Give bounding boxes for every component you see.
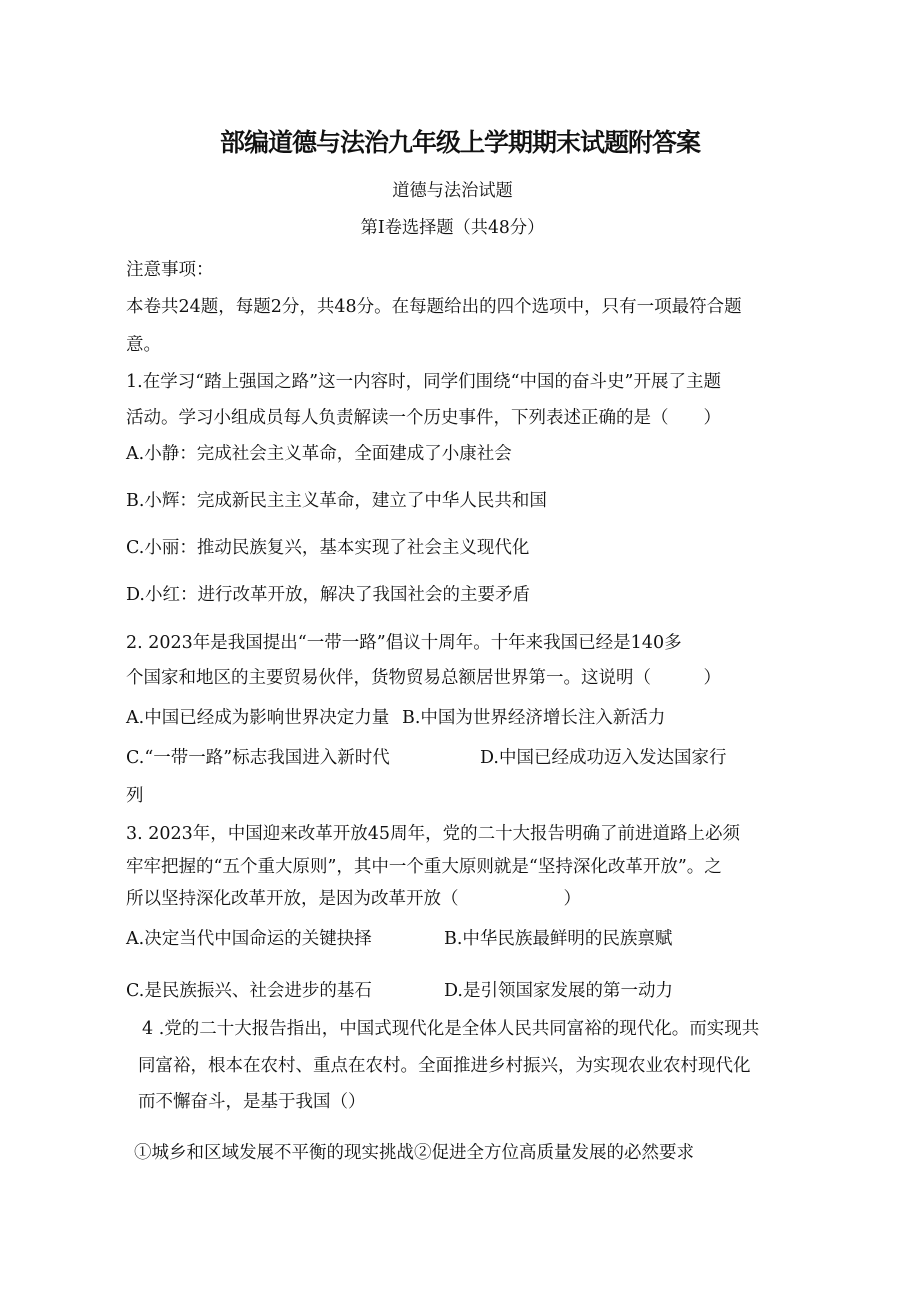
- notice-heading: 注意事项：: [126, 260, 214, 280]
- question-1-option-b: B.小辉：完成新民主主义革命，建立了中华人民共和国: [126, 491, 547, 511]
- question-4-text-continued-2: 而不懈奋斗，是基于我国（）: [138, 1092, 366, 1112]
- question-4-text-continued: 同富裕，根本在农村、重点在农村。全面推进乡村振兴，为实现农业农村现代化: [138, 1056, 751, 1076]
- question-4-text: 4 .党的二十大报告指出，中国式现代化是全体人民共同富裕的现代化。而实现共: [142, 1019, 760, 1039]
- question-3-text-continued-2: 所以坚持深化改革开放，是因为改革开放（ ）: [126, 889, 581, 909]
- question-1-option-c: C.小丽：推动民族复兴，基本实现了社会主义现代化: [126, 538, 530, 558]
- question-4-statements: ①城乡和区域发展不平衡的现实挑战②促进全方位高质量发展的必然要求: [134, 1143, 694, 1163]
- question-2-option-a: A.中国已经成为影响世界决定力量: [126, 708, 390, 728]
- question-1-option-d: D.小红：进行改革开放，解决了我国社会的主要矛盾: [126, 585, 530, 605]
- section-heading: 第Ⅰ卷选择题（共48分）: [360, 218, 545, 238]
- question-2-option-d-continued: 列: [126, 786, 144, 806]
- notice-text: 本卷共24题，每题2分，共48分。在每题给出的四个选项中，只有一项最符合题: [126, 297, 742, 317]
- question-3-text: 3. 2023年，中国迎来改革开放45周年，党的二十大报告明确了前进道路上必须: [126, 824, 741, 844]
- question-3-text-continued: 牢牢把握的“五个重大原则”，其中一个重大原则就是“坚持深化改革开放”。之: [126, 857, 722, 877]
- question-1-text: 1.在学习“踏上强国之路”这一内容时，同学们围绕“中国的奋斗史”开展了主题: [126, 372, 721, 392]
- question-3-option-d: D.是引领国家发展的第一动力: [444, 981, 673, 1001]
- question-1-option-a: A.小静：完成社会主义革命，全面建成了小康社会: [126, 444, 512, 464]
- question-2-option-b: B.中国为世界经济增长注入新活力: [402, 708, 666, 728]
- subtitle: 道德与法治试题: [392, 181, 513, 201]
- question-2-text: 2. 2023年是我国提出“一带一路”倡议十周年。十年来我国已经是140多: [126, 633, 682, 653]
- question-2-text-continued: 个国家和地区的主要贸易伙伴，货物贸易总额居世界第一。这说明（ ）: [126, 668, 721, 688]
- question-3-option-a: A.决定当代中国命运的关键抉择: [126, 929, 372, 949]
- question-1-text-continued: 活动。学习小组成员每人负责解读一个历史事件，下列表述正确的是（ ）: [126, 408, 721, 428]
- question-3-option-c: C.是民族振兴、社会进步的基石: [126, 981, 372, 1001]
- document-title: 部编道德与法治九年级上学期期末试题附答案: [219, 128, 700, 157]
- question-2-option-d: D.中国已经成功迈入发达国家行: [480, 748, 727, 768]
- question-3-option-b: B.中华民族最鲜明的民族禀赋: [444, 929, 673, 949]
- notice-text-continued: 意。: [126, 335, 161, 355]
- question-2-option-c: C.“一带一路”标志我国进入新时代: [126, 748, 390, 768]
